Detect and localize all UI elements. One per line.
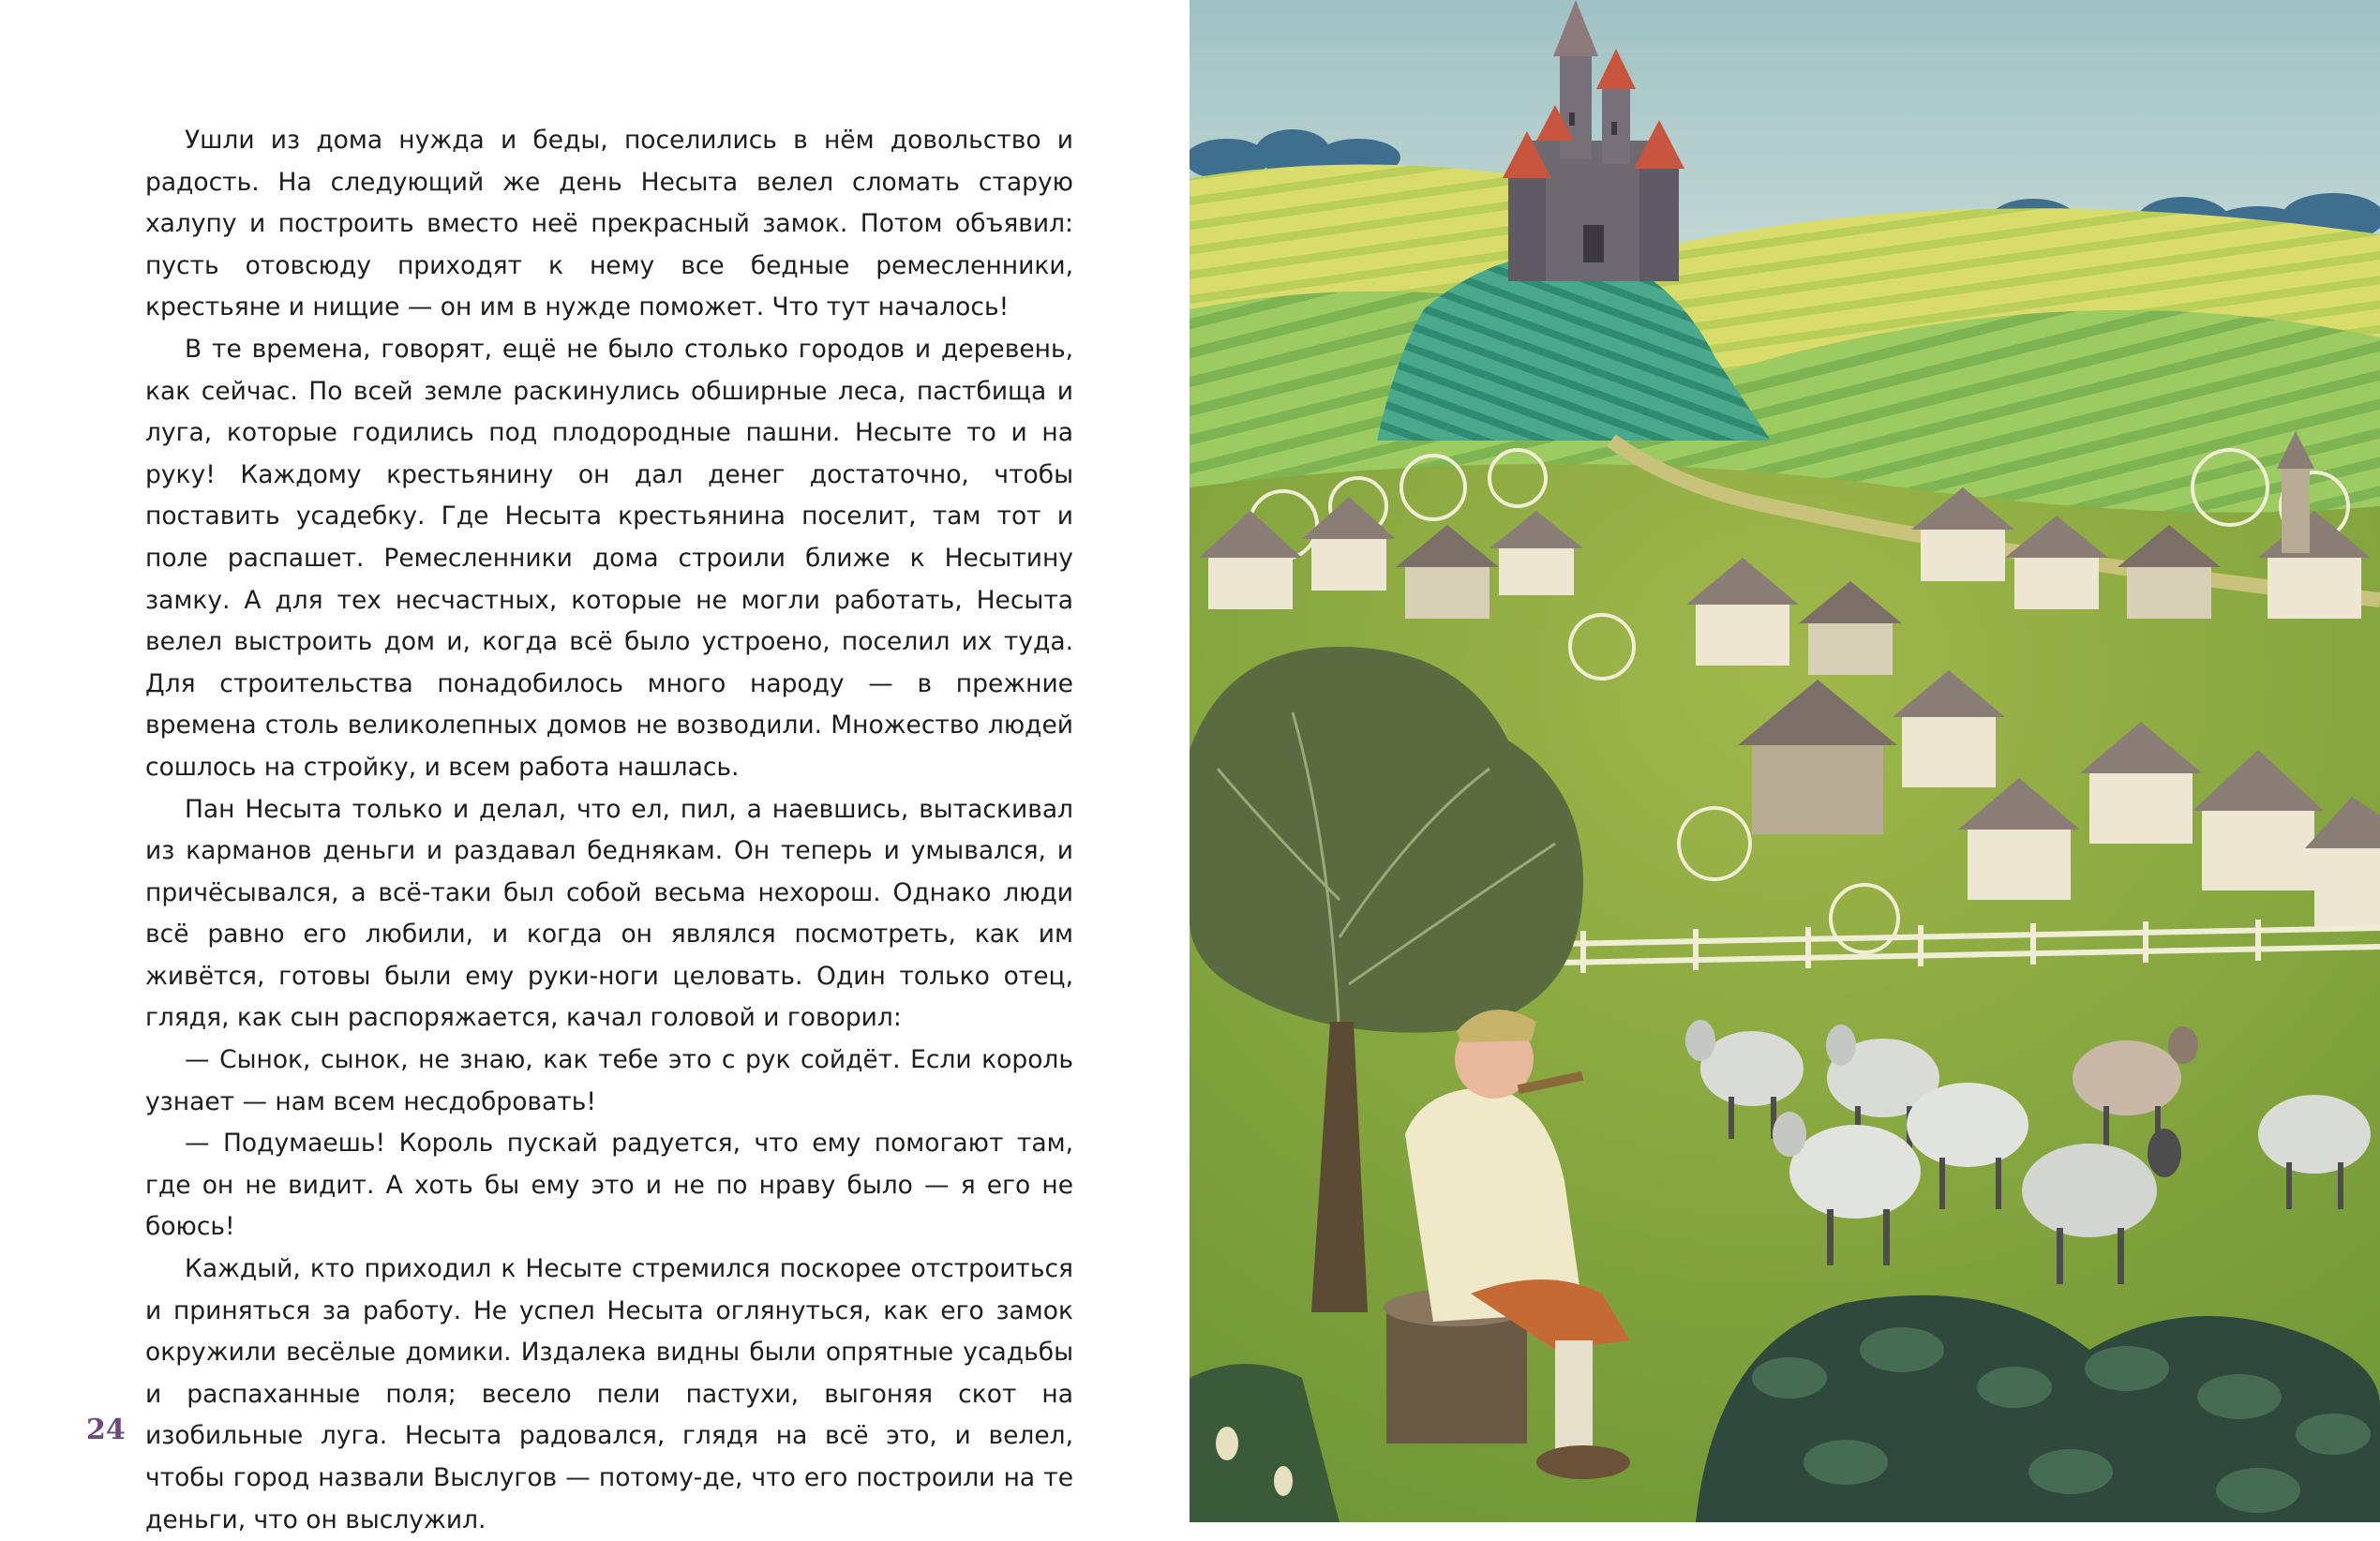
illustration — [1190, 0, 2380, 1522]
paragraph: В те времена, говорят, ещё не было столько городов и деревень, как сейчас. По всей земле раскинулись обширные леса, пастбища и луга, которые годились под плодородные пашни. Несыте то и на руку! Каждому крестьянину он дал денег достаточно, чтобы поставить усадебку. Где Несыта крестьянина поселит, там тот и поле распашет. Ремесленники дома строили ближе к Несытину замку. А для тех несчастных, которые не могли работать, Несыта велел выстроить дом и, когда всё было устроено, поселил их туда. Для строительства понадобилось много народу — в прежние времена столь великолепных домов не возводили. Множество людей сошлось на стройку, и всем работа нашлась. — [145, 334, 1073, 782]
paragraph: Каждый, кто приходил к Несыте стремился поскорее отстроиться и приняться за работу. Не успел Несыта оглянуться, как его замок окружили весёлые домики. Издалека видны были опрятные усадьбы и распаханные поля; весело пели пастухи, выгоняя скот на изобильные луга. Несыта радовался, глядя на всё это, и велел, чтобы город назвали Выслугов — потому-де, что его построили на те деньги, что он выслужил. — [145, 1254, 1073, 1534]
illustration-canvas — [1190, 0, 2380, 1522]
paragraph: Ушли из дома нужда и беды, поселились в нём довольство и радость. На следующий же день Несыта велел сломать старую халупу и построить вместо неё прекрасный замок. Потом объявил: пусть отовсюду приходят к нему все бедные ремесленники, крестьяне и нищие — он им в нужде поможет. Что тут началось! — [145, 126, 1073, 322]
story-text — [145, 120, 1073, 1541]
paragraph: Пан Несыта только и делал, что ел, пил, а наевшись, вытаскивал из карманов деньги и раздавал беднякам. Он теперь и умывался, и причёсывался, а всё-таки был собой весьма нехорош. Однако люди всё равно его любили, и когда он являлся посмотреть, как им живётся, готовы были ему руки-ноги целовать. Один только отец, глядя, как сын распоряжается, качал головой и говорил: — [145, 794, 1073, 1033]
paragraph: — Подумаешь! Король пускай радуется, что ему помогают там, где он не видит. А хоть бы ему это и не по нраву было — я его не боюсь! — [145, 1129, 1073, 1242]
page-number: 24 — [86, 1414, 126, 1446]
text-page — [0, 0, 1190, 1534]
paragraph: — Сынок, сынок, не знаю, как тебе это с рук сойдёт. Если король узнает — нам всем несдобровать! — [145, 1045, 1073, 1116]
